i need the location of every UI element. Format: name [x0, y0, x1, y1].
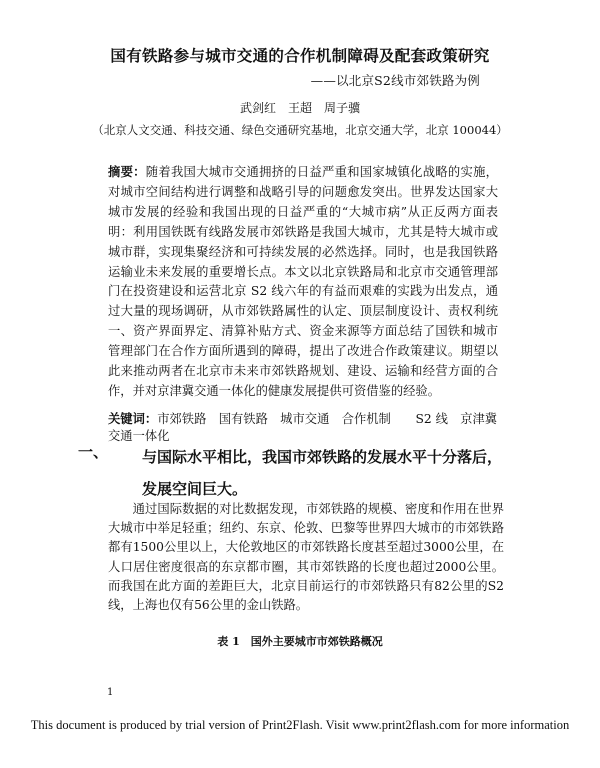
keywords — [108, 411, 498, 444]
trial-watermark: This document is produced by trial version of Print2Flash. Visit www.print2flash.com for more information — [30, 718, 570, 732]
abstract-label: 摘要： — [108, 164, 146, 179]
paper-title: 国有铁路参与城市交通的合作机制障碍及配套政策研究 — [110, 46, 490, 65]
authors: 武剑红 王超 周子骥 — [239, 101, 360, 115]
keywords-text: 市郊铁路 国有铁路 城市交通 合作机制 S2 线 京津冀交通一体化 — [108, 412, 498, 443]
section-number: 一、 — [78, 443, 109, 461]
affiliation: （北京人文交通、科技交通、绿色交通研究基地，北京交通大学，北京 100044） — [92, 123, 508, 137]
page-number: 1 — [107, 687, 114, 698]
table-caption: 表 1 国外主要城市市郊铁路概况 — [217, 635, 383, 648]
abstract-text: 随着我国大城市交通拥挤的日益严重和国家城镇化战略的实施，对城市空间结构进行调整和战略引导的问题愈发突出。世界发达国家大城市发展的经验和我国出现的日益严重的“大城市病”从正反两方面表明：利用国铁既有线路发展市郊铁路是我国大城市，尤其是特大城市或城市群，实现集聚经济和可持续发展的必然选择。同时，也是我国铁路运输业未来发展的重要增长点。本文以北京铁路局和北京市交通管理部门在投资建设和运营北京 S2 线六年的有益而艰难的实践为出发点，通过大量的现场调研，从市郊铁路属性的认定、顶层制度设计、责权利统一、资产界面界定、清算补贴方式、资金来源等方面总结了国铁和城市管理部门在合作方面所遇到的障碍，提出了改进合作政策建议。期望以此来推动两者在北京市未来市郊铁路规划、建设、运输和经营方面的合作，并对京津冀交通一体化的健康发展提供可资借鉴的经验。 — [108, 165, 498, 398]
section-heading: 与国际水平相比，我国市郊铁路的发展水平十分落后，发展空间巨大。 — [142, 448, 503, 498]
paper-subtitle: ——以北京S2线市郊铁路为例 — [310, 73, 480, 88]
body-paragraph: 通过国际数据的对比数据发现，市郊铁路的规模、密度和作用在世界大城市中举足轻重；纽约、东京、伦敦、巴黎等世界四大城市的市郊铁路都有1500公里以上，大伦敦地区的市郊铁路长度甚至超过3000公里，在人口居住密度很高的东京都市圈，其市郊铁路的长度也超过2000公里。而我国在此方面的差距巨大，北京目前运行的市郊铁路只有82公里的S2线，上海也仅有56公里的金山铁路。 — [108, 502, 504, 613]
abstract — [108, 162, 498, 402]
keywords-label: 关键词： — [108, 411, 158, 426]
